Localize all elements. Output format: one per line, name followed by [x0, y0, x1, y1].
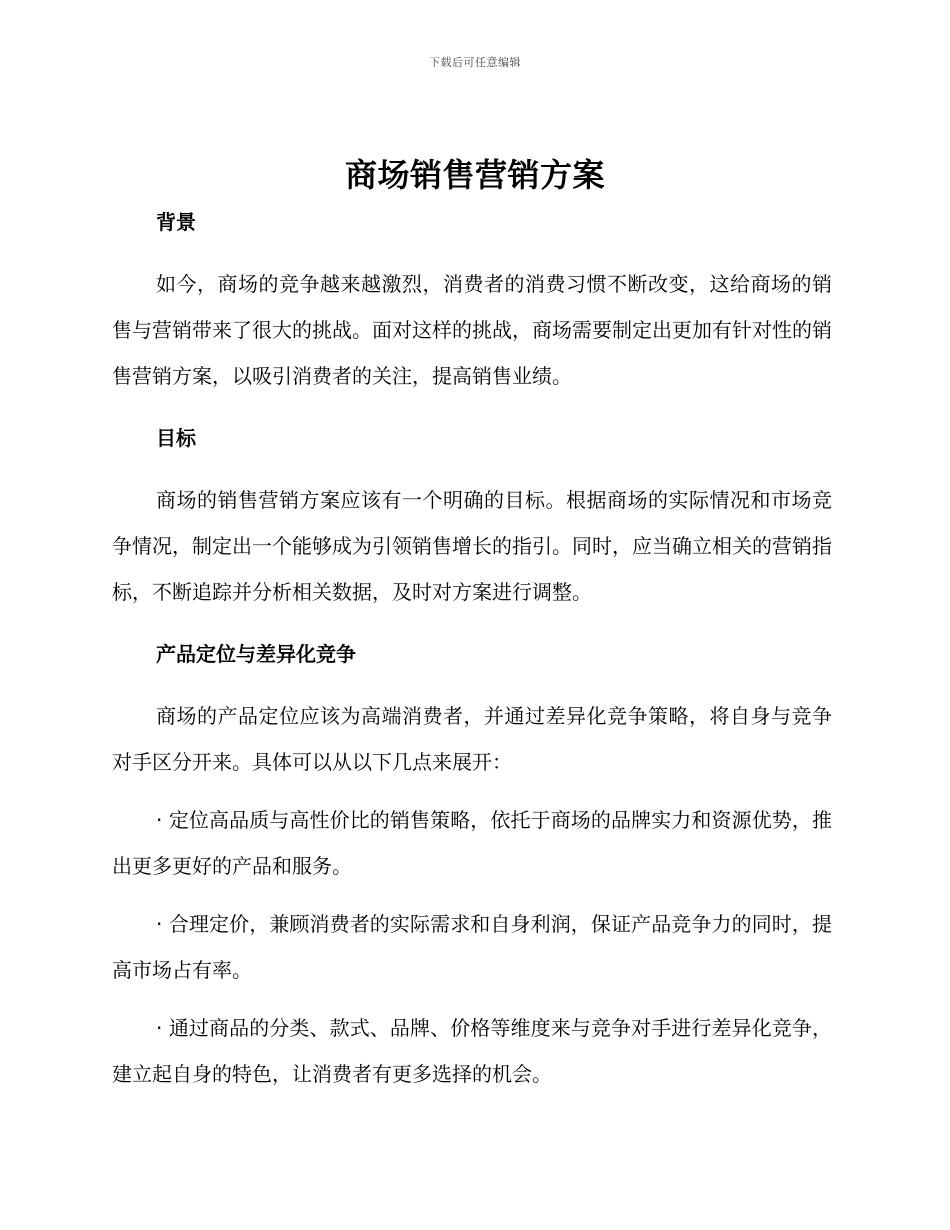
section-heading: 目标 [156, 426, 196, 450]
bullet-item: · 合理定价，兼顾消费者的实际需求和自身利润，保证产品竞争力的同时，提高市场占有率。 [112, 912, 832, 982]
bullet-item: · 通过商品的分类、款式、品牌、价格等维度来与竞争对手进行差异化竞争，建立起自身的特色，让消费者有更多选择的机会。 [112, 1016, 832, 1086]
page-header-note: 下载后可任意编辑 [429, 56, 521, 69]
section-heading: 产品定位与差异化竞争 [156, 642, 356, 666]
section-goal [112, 421, 832, 637]
section-heading: 背景 [156, 210, 196, 234]
bullet-item: · 定位高品质与高性价比的销售策略，依托于商场的品牌实力和资源优势，推出更多更好的产品和服务。 [112, 808, 832, 878]
section-positioning [112, 637, 832, 1097]
document-body [112, 205, 832, 1097]
section-background [112, 205, 832, 421]
paragraph: 商场的销售营销方案应该有一个明确的目标。根据商场的实际情况和市场竞争情况，制定出一个能够成为引领销售增长的指引。同时，应当确立相关的营销指标，不断追踪并分析相关数据，及时对方案进行调整。 [112, 488, 832, 604]
document-title: 商场销售营销方案 [344, 156, 605, 194]
paragraph: 如今，商场的竞争越来越激烈，消费者的消费习惯不断改变，这给商场的销售与营销带来了很大的挑战。面对这样的挑战，商场需要制定出更加有针对性的销售营销方案，以吸引消费者的关注，提高销售业绩。 [112, 272, 832, 388]
paragraph: 商场的产品定位应该为高端消费者，并通过差异化竞争策略，将自身与竞争对手区分开来。具体可以从以下几点来展开： [112, 704, 832, 774]
